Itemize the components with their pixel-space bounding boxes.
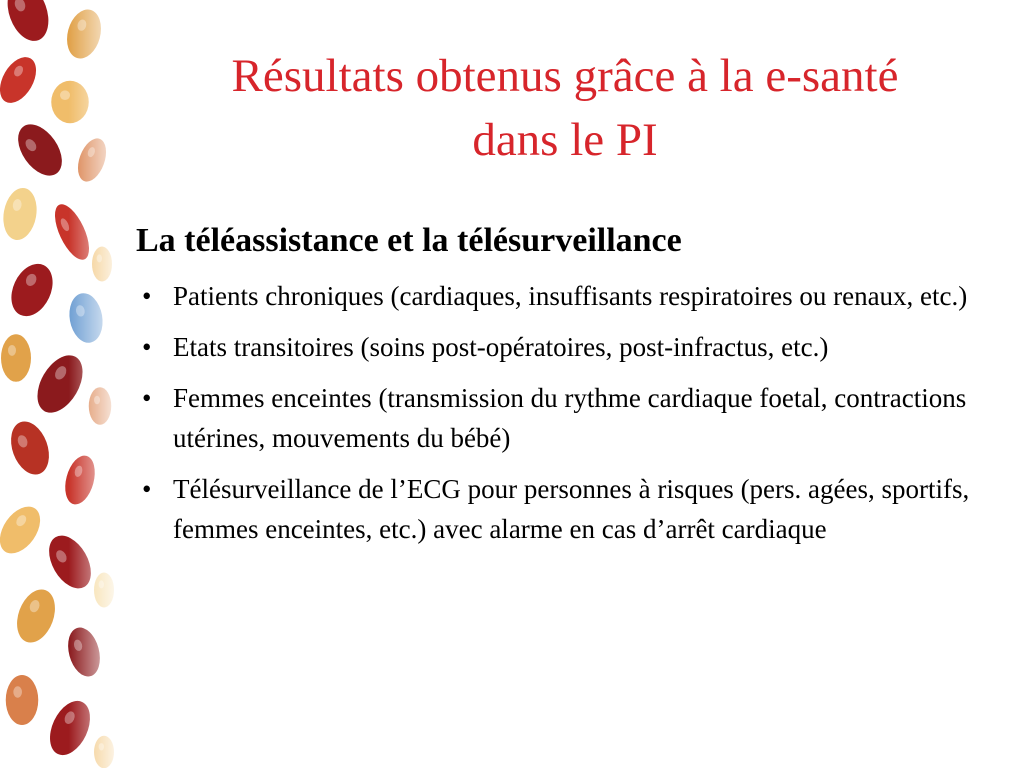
bullet-item <box>136 276 996 316</box>
bullet-dot-icon: • <box>142 281 152 311</box>
section-subtitle: La téléassistance et la télésurveillance <box>136 222 682 259</box>
bullet-text: Télésurveillance de l’ECG pour personnes à risques (pers. agées, sportifs, femmes enceintes, etc.) avec alarme en cas d’arrêt cardiaque <box>173 474 970 544</box>
bullet-item <box>136 469 996 549</box>
pills-image <box>0 0 125 768</box>
bullet-dot-icon: • <box>142 474 152 504</box>
title-line-1: Résultats obtenus grâce à la e-santé <box>231 50 899 102</box>
bullet-dot-icon: • <box>142 383 152 413</box>
pills-decoration <box>0 0 125 768</box>
bullet-item <box>136 327 996 367</box>
slide-content <box>136 216 996 560</box>
bullet-list <box>136 276 996 549</box>
slide-title <box>110 44 1020 172</box>
bullet-text: Femmes enceintes (transmission du rythme cardiaque foetal, contractions utérines, mouvements du bébé) <box>173 383 967 453</box>
pills-fade-overlay <box>0 0 125 768</box>
bullet-item <box>136 378 996 458</box>
title-line-2: dans le PI <box>472 114 658 166</box>
bullet-dot-icon: • <box>142 332 152 362</box>
bullet-text: Etats transitoires (soins post-opératoires, post-infractus, etc.) <box>173 332 829 362</box>
bullet-text: Patients chroniques (cardiaques, insuffisants respiratoires ou renaux, etc.) <box>173 281 968 311</box>
